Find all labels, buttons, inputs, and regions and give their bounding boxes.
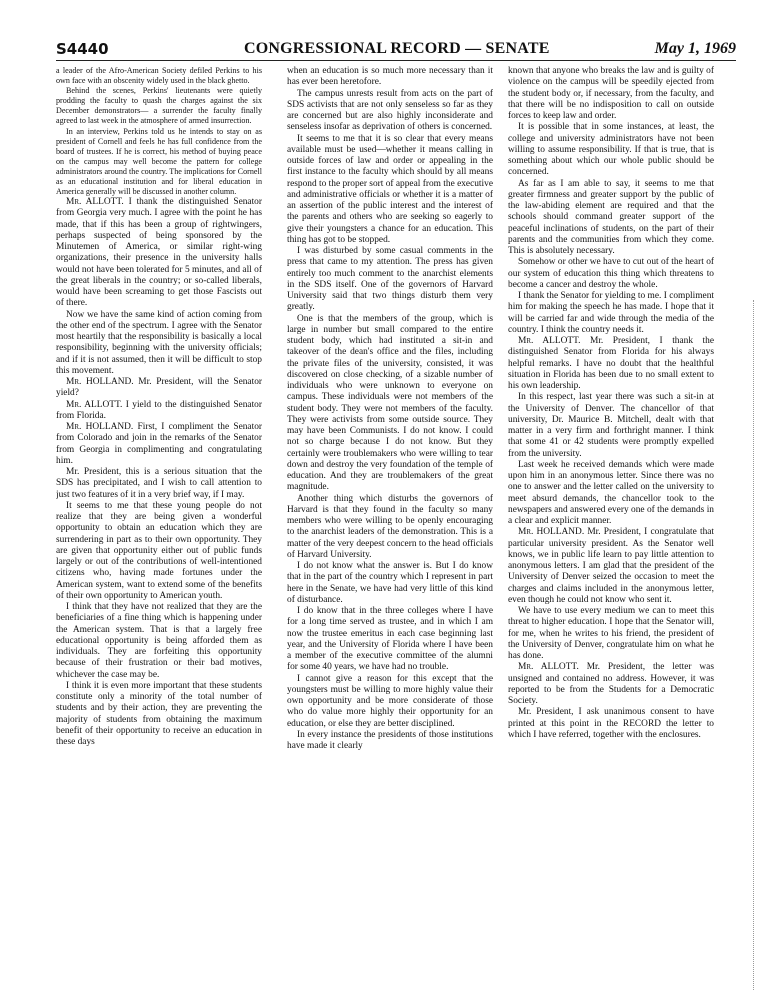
paragraph-text: Somehow or other we have to cut out of the heart of our system of education this thing which threatens to become a cancer and destroy the whole. xyxy=(508,257,714,290)
paragraph-text: Mr. President, I congratulate that particular university president. As the Senator well knows, we in public life learn to pay little attention to anonymous letters. I am glad that the president of the University of Denver seized the occasion to meet the charges and claims included in the anonymous letter, even though he could not know who sent it. xyxy=(508,527,714,605)
paragraph-text: In every instance the presidents of those institutions have made it clearly xyxy=(287,729,493,751)
paragraph xyxy=(508,606,714,662)
paragraph xyxy=(56,501,262,602)
paragraph xyxy=(287,66,493,89)
paragraph xyxy=(508,662,714,707)
paragraph xyxy=(508,257,714,291)
paragraph-text: As far as I am able to say, it seems to me that greater firmness and greater support by the public of the law-abiding element are required and that the schools should command greater support of the peaceful inclinations of students, on the part of their parents and the communities from which they come. This is absolutely necessary. xyxy=(508,178,714,256)
paragraph-text: I think it is even more important that these students constitute only a minority of the total number of students and by their action, they are preventing the majority of students from obtaining the maximum benefit of their opportunity to receive an education in these days xyxy=(56,680,262,748)
paragraph-text: I thank the distinguished Senator from Georgia very much. I agree with the point he has made, that if this has been a group of rightwingers, perhaps suspected of being sponsored by the Minutemen of America, or similar right-wing organizations, their presence in the university halls would not have been tolerated for 5 minutes, and all of the great liberals in the country; or so-called liberals, would have been screaming to get those Fascists out of there. xyxy=(56,197,262,309)
paragraph xyxy=(508,179,714,258)
paragraph xyxy=(508,527,714,606)
paragraph xyxy=(56,400,262,423)
paragraph xyxy=(56,197,262,310)
paragraph-text: One is that the members of the group, which is large in number but small compared to the entire student body, which had instituted a sit-in and takeover of the dean's office and the files, including the private files of the university, consisted, it was discovered on close checking, of a sizable number of individuals who were unknown to everyone on campus. These individuals were not members of the student body. They were not members of the faculty. They were activists from some outside source. They may have been Communists. I do not know. I could not so charge because I do not know. But they certainly were troublemakers who were willing to tear down and destroy the very foundation of the temple of education. And they are troublemakers of the great magnitude. xyxy=(287,313,493,493)
paragraph-text: I do know that in the three colleges where I have for a long time served as trustee, and in which I am now the trustee emeritus in each case beginning last year, and the University of Florida where I have been a member of the executive committee of the alumni for some 40 years, we have had no trouble. xyxy=(287,606,493,673)
paragraph xyxy=(508,707,714,741)
paragraph-text: Mr. President, the letter was unsigned and contained no address. However, it was reported to be from the Students for a Democratic Society. xyxy=(508,662,714,706)
paragraph-text: I thank the Senator for yielding to me. I compliment him for making the speech he has made. I hope that it will be carried far and wide through the media of the country. I think the country needs it. xyxy=(508,291,714,335)
paragraph xyxy=(56,310,262,378)
paragraph-text: In this respect, last year there was such a sit-in at the University of Denver. The chancellor of that university, Dr. Maurice B. Mitchell, dealt with that matter in a very firm and forthright manner. I think that some 41 or 42 students were promptly expelled from the university. xyxy=(508,392,714,459)
paragraph xyxy=(56,422,262,467)
paragraph-text: It seems to me that it is so clear that every means available must be used—whether it means calling in outside forces of law and order or appealing in the first instance to the faculty which should by all means respond to the proper sort of appeal from the executive and administrative officials or whether it is a matter of an assertion of the public interest and the interest of the parents and others who are seeking so eagerly to give their youngsters a chance for an education. This thing has got to be stopped. xyxy=(287,133,493,245)
paragraph-text: I do not know what the answer is. But I do know that in the part of the country which I represent in part here in the Senate, we have had very little of this kind of disturbance. xyxy=(287,561,493,605)
paragraph-text: Last week he received demands which were made upon him in an anonymous letter. Since there was no one to answer and the letter called on the university to meet absurd demands, the chancellor took to the newspapers and answered every one of the demands in a clear and explicit manner. xyxy=(508,459,714,526)
paragraph-text: We have to use every medium we can to meet this threat to higher education. I hope that the Senator will, for me, when he writes to his friend, the president of the University of Denver, congratulate him on what he has done. xyxy=(508,606,714,661)
page-number: S4440 xyxy=(56,40,109,58)
page-header xyxy=(56,38,736,61)
paragraph xyxy=(508,336,714,392)
scan-edge-rule xyxy=(753,300,754,990)
paragraph xyxy=(56,66,262,86)
paragraph xyxy=(508,66,714,122)
paragraph xyxy=(508,122,714,178)
paragraph-text: a leader of the Afro-American Society defiled Perkins to his own face with an obscenity widely used in the black ghetto. xyxy=(56,66,262,86)
paragraph xyxy=(56,377,262,400)
text-column-3 xyxy=(508,66,714,984)
paragraph-text: Behind the scenes, Perkins' lieutenants were quietly prodding the faculty to quash the charges against the six December demonstrators— a surrender the faculty finally agreed to last week in the atmosphere of armed insurrection. xyxy=(56,86,262,126)
paragraph-text: when an education is so much more necessary than it has ever been heretofore. xyxy=(287,66,493,88)
paragraph-text: Another thing which disturbs the governors of Harvard is that they found in the faculty so many members who were willing to be openly encouraging to the anarchist leaders of the demonstration. This is a matter of the very deepest concern to the head officials of Harvard University. xyxy=(287,493,493,560)
paragraph-text: In an interview, Perkins told us he intends to stay on as president of Cornell and feels he has full confidence from the board of trustees. If he is correct, his method of buying peace on the campus may well become the pattern for college administrators around the country. The implications for Cornell as an educational institution and for liberal education in America generally will be discussed in another column. xyxy=(56,126,262,197)
publication-title: CONGRESSIONAL RECORD — SENATE xyxy=(244,40,550,57)
text-column-2 xyxy=(287,66,493,984)
paragraph xyxy=(287,606,493,674)
paragraph xyxy=(287,89,493,134)
paragraph-text: It seems to me that these young people do not realize that they are being given a wonderful opportunity to obtain an education which they are surrendering in part as to their own opportunity. They are given that opportunity either out of public funds largely or out of the contributions of well-intentioned citizens who, having made fortunes under the American system, want to extend some of the benefits of their own opportunity to American youth. xyxy=(56,500,262,601)
paragraph xyxy=(287,561,493,606)
issue-date: May 1, 1969 xyxy=(654,40,736,57)
paragraph-text: I yield to the distinguished Senator from Florida. xyxy=(56,399,262,421)
paragraph xyxy=(287,674,493,730)
paragraph xyxy=(56,467,262,501)
speaker-name: Mr. ALLOTT. xyxy=(66,197,124,208)
paragraph xyxy=(56,681,262,749)
paragraph-text: The campus unrests result from acts on the part of SDS activists that are not only senseless so far as they are concerned but are also highly inconsiderate and senseless insofar as deprivation of others is concerned. xyxy=(287,88,493,133)
paragraph-text: I was disturbed by some casual comments in the press that came to my attention. The press has given entirely too much comment to the anarchist elements in the SDS itself. One of the governors of Harvard University said that two things disturb them very greatly. xyxy=(287,246,493,313)
paragraph xyxy=(287,246,493,314)
speaker-name: Mr. HOLLAND. xyxy=(66,377,134,388)
paragraph-text: Mr. President, this is a serious situation that the SDS has precipitated, and I wish to call attention to just two features of it in a very brief way, if I may. xyxy=(56,467,262,500)
paragraph-text: known that anyone who breaks the law and is guilty of violence on the campus will be speedily ejected from the student body or, if necessary, from the faculty, and that there will be no indisposition to call on outside forces to keep law and order. xyxy=(508,66,714,121)
speaker-name: Mr. ALLOTT. xyxy=(518,662,579,673)
paragraph xyxy=(287,314,493,494)
paragraph xyxy=(56,127,262,198)
paragraph-text: It is possible that in some instances, at least, the college and university administrators have not been willing to assume responsibility. If that is true, that is something about which our whole public should be concerned. xyxy=(508,122,714,178)
speaker-name: Mr. HOLLAND. xyxy=(66,422,134,433)
paragraph-text: I cannot give a reason for this except that the youngsters must be willing to more highly value their own opportunity and be more considerate of those who do value more highly their opportunity for an education, or else they are better disciplined. xyxy=(287,673,493,729)
text-column-1 xyxy=(56,66,262,984)
paragraph-text: Mr. President, I ask unanimous consent to have printed at this point in the RECORD the letter to which I have referred, together with the enclosures. xyxy=(508,707,714,740)
paragraph xyxy=(287,494,493,562)
speaker-name: Mr. ALLOTT. xyxy=(66,399,123,410)
paragraph-text: Mr. President, will the Senator yield? xyxy=(56,377,262,399)
paragraph xyxy=(56,86,262,126)
paragraph-text: I think that they have not realized that they are the beneficiaries of a fine thing which is happening under the American system. That is that a largely free educational opportunity is being afforded them as individuals. They are forfeiting this opportunity because of their frustration or their bad motives, whichever the case may be. xyxy=(56,602,262,680)
paragraph xyxy=(287,134,493,247)
paragraph-text: Mr. President, I thank the distinguished Senator from Florida for his always helpful remarks. I have no doubt that the healthful situation in Florida has been due to no small extent to his own leadership. xyxy=(508,336,714,391)
speaker-name: Mr. HOLLAND. xyxy=(518,527,585,538)
paragraph xyxy=(508,460,714,528)
paragraph xyxy=(56,602,262,681)
paragraph xyxy=(508,392,714,460)
speaker-name: Mr. ALLOTT. xyxy=(518,336,581,346)
paragraph xyxy=(287,730,493,753)
paragraph-text: Now we have the same kind of action coming from the other end of the spectrum. I agree with the Senator most heartily that the responsibility is basically a local responsibility, beginning with the university officials; and if it is not assumed, then it will be difficult to stop this movement. xyxy=(56,309,262,376)
paragraph-text: First, I compliment the Senator from Colorado and join in the remarks of the Senator from Georgia in complimenting and congratulating him. xyxy=(56,422,262,466)
paragraph xyxy=(508,291,714,336)
